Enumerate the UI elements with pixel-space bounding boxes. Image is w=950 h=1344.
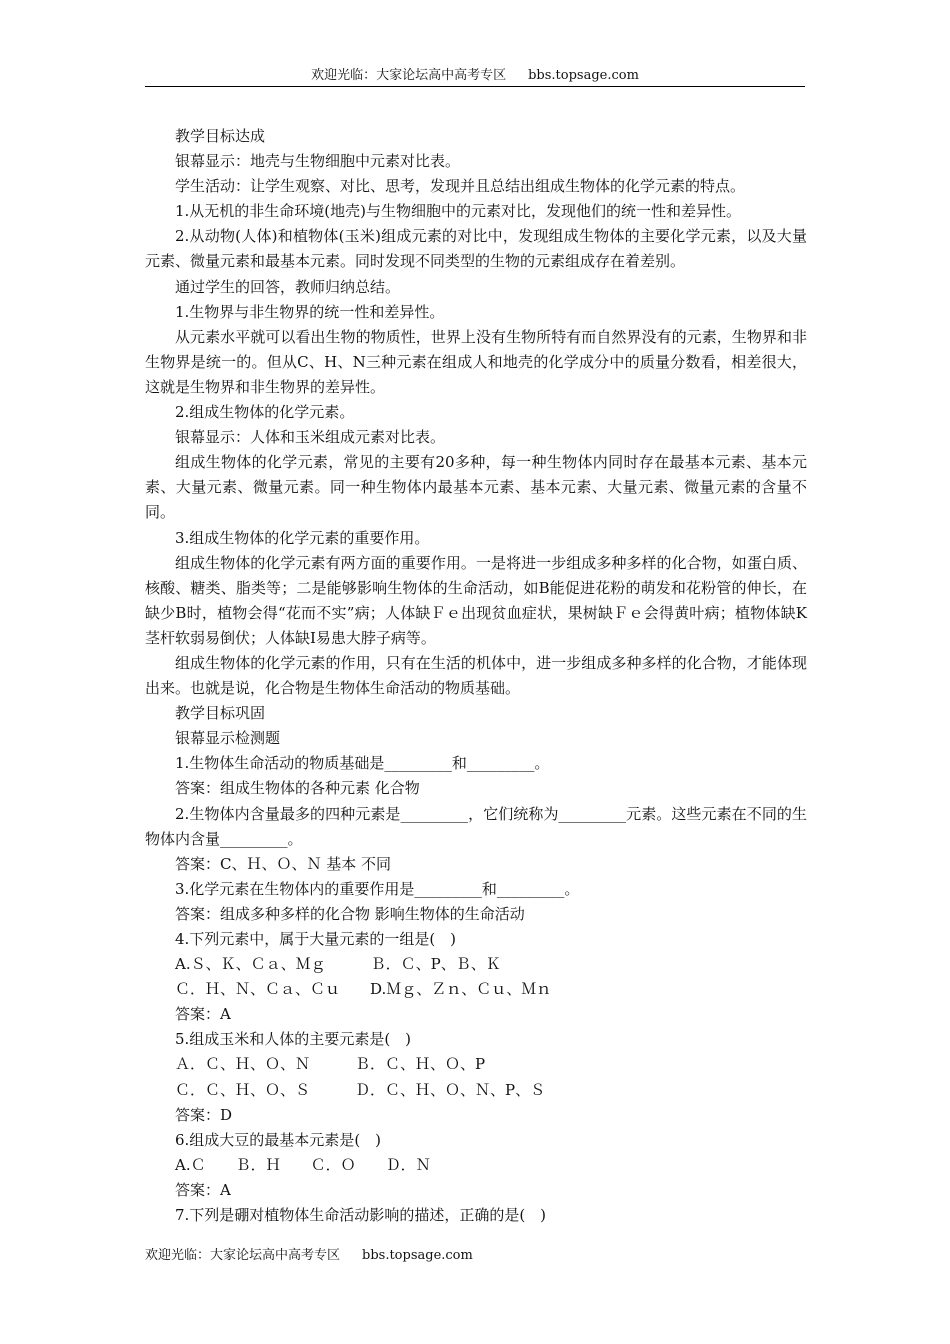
header-site-link[interactable]: bbs.topsage.com (528, 68, 639, 83)
paragraph: 3.组成生物体的化学元素的重要作用。 (175, 528, 430, 547)
question: 2.生物体内含量最多的四种元素是_________，它们统称为_________元素。这些元素在不同的生物体内含量_________。 (145, 804, 807, 848)
paragraph: 学生活动：让学生观察、对比、思考，发现并且总结出组成生物体的化学元素的特点。 (175, 177, 746, 196)
paragraph: 组成生物体的化学元素有两方面的重要作用。一是将进一步组成多种多样的化合物，如蛋白质、核酸、糖类、脂类等；二是能够影响生物体的生命活动，如B能促进花粉的萌发和花粉管的伸长，在缺少B时，植物会得“花而不实”病；人体缺Ｆｅ出现贫血症状，果树缺Ｆｅ会得黄叶病；植物体缺K茎杆软弱易倒伏；人体缺I易患大脖子病等。 (145, 553, 807, 647)
page-header (145, 66, 805, 87)
footer-welcome-text: 欢迎光临：大家论坛高中高考专区 (145, 1248, 341, 1263)
answer: 答案：组成多种多样的化合物 影响生物体的生命活动 (175, 904, 525, 923)
question-options: Ｃ．Ｈ、Ｎ、Ｃａ、Ｃｕ D.Ｍｇ、Ｚｎ、Ｃｕ、Ｍｎ (175, 980, 552, 999)
question: 6.组成大豆的最基本元素是( ) (175, 1130, 382, 1149)
question: 5.组成玉米和人体的主要元素是( ) (175, 1030, 412, 1049)
paragraph: 组成生物体的化学元素的作用，只有在生活的机体中，进一步组成多种多样的化合物，才能体现出来。也就是说，化合物是生物体生命活动的物质基础。 (145, 653, 807, 698)
question-options: Ａ．Ｃ、Ｈ、Ｏ、Ｎ Ｂ．Ｃ、Ｈ、Ｏ、P (175, 1055, 486, 1074)
section-heading: 教学目标达成 (175, 127, 266, 145)
paragraph: 1.从无机的非生命环境(地壳)与生物细胞中的元素对比，发现他们的统一性和差异性。 (175, 202, 742, 221)
question: 3.化学元素在生物体内的重要作用是_________和_________。 (175, 879, 580, 898)
header-welcome-text: 欢迎光临：大家论坛高中高考专区 (311, 68, 507, 83)
paragraph: 银幕显示：人体和玉米组成元素对比表。 (175, 428, 446, 447)
question: 1.生物体生命活动的物质基础是_________和_________。 (175, 754, 550, 773)
paragraph: 组成生物体的化学元素，常见的主要有20多种，每一种生物体内同时存在最基本元素、基本元素、大量元素、微量元素。同一种生物体内最基本元素、基本元素、大量元素、微量元素的含量不同。 (145, 453, 807, 522)
answer: 答案：A (175, 1005, 231, 1024)
answer: 答案：A (175, 1180, 231, 1199)
document-body (145, 124, 807, 1228)
paragraph: 1.生物界与非生物界的统一性和差异性。 (175, 302, 445, 321)
page-footer (145, 1246, 473, 1266)
paragraph: 2.从动物(人体)和植物体(玉米)组成元素的对比中，发现组成生物体的主要化学元素，以及大量元素、微量元素和最基本元素。同时发现不同类型的生物的元素组成存在着差别。 (145, 227, 807, 271)
answer: 答案：C、Ｈ、Ｏ、Ｎ 基本 不同 (175, 854, 392, 873)
answer: 答案：组成生物体的各种元素 化合物 (175, 779, 420, 798)
question-options: Ｃ．Ｃ、Ｈ、Ｏ、Ｓ Ｄ．Ｃ、Ｈ、Ｏ、Ｎ、P、Ｓ (175, 1080, 546, 1099)
question-options: A.Ｃ Ｂ．Ｈ Ｃ．Ｏ Ｄ．Ｎ (175, 1155, 431, 1174)
paragraph: 2.组成生物体的化学元素。 (175, 403, 355, 422)
question: 4.下列元素中，属于大量元素的一组是( ) (175, 930, 457, 948)
question: 7.下列是硼对植物体生命活动影响的描述，正确的是( ) (175, 1206, 547, 1225)
paragraph: 银幕显示：地壳与生物细胞中元素对比表。 (175, 152, 461, 171)
paragraph: 从元素水平就可以看出生物的物质性，世界上没有生物所特有而自然界没有的元素，生物界和非生物界是统一的。但从C、H、N三种元素在组成人和地壳的化学成分中的质量分数看，相差很大，这就是生物界和非生物界的差异性。 (145, 327, 807, 396)
paragraph: 银幕显示检测题 (175, 729, 281, 748)
paragraph: 通过学生的回答，教师归纳总结。 (175, 277, 401, 296)
answer: 答案：D (175, 1105, 233, 1124)
footer-site-link[interactable]: bbs.topsage.com (362, 1248, 473, 1263)
question-options: A.Ｓ、Ｋ、Ｃａ、Ｍｇ Ｂ．Ｃ、P、Ｂ、Ｋ (175, 955, 501, 974)
section-heading: 教学目标巩固 (175, 704, 266, 723)
